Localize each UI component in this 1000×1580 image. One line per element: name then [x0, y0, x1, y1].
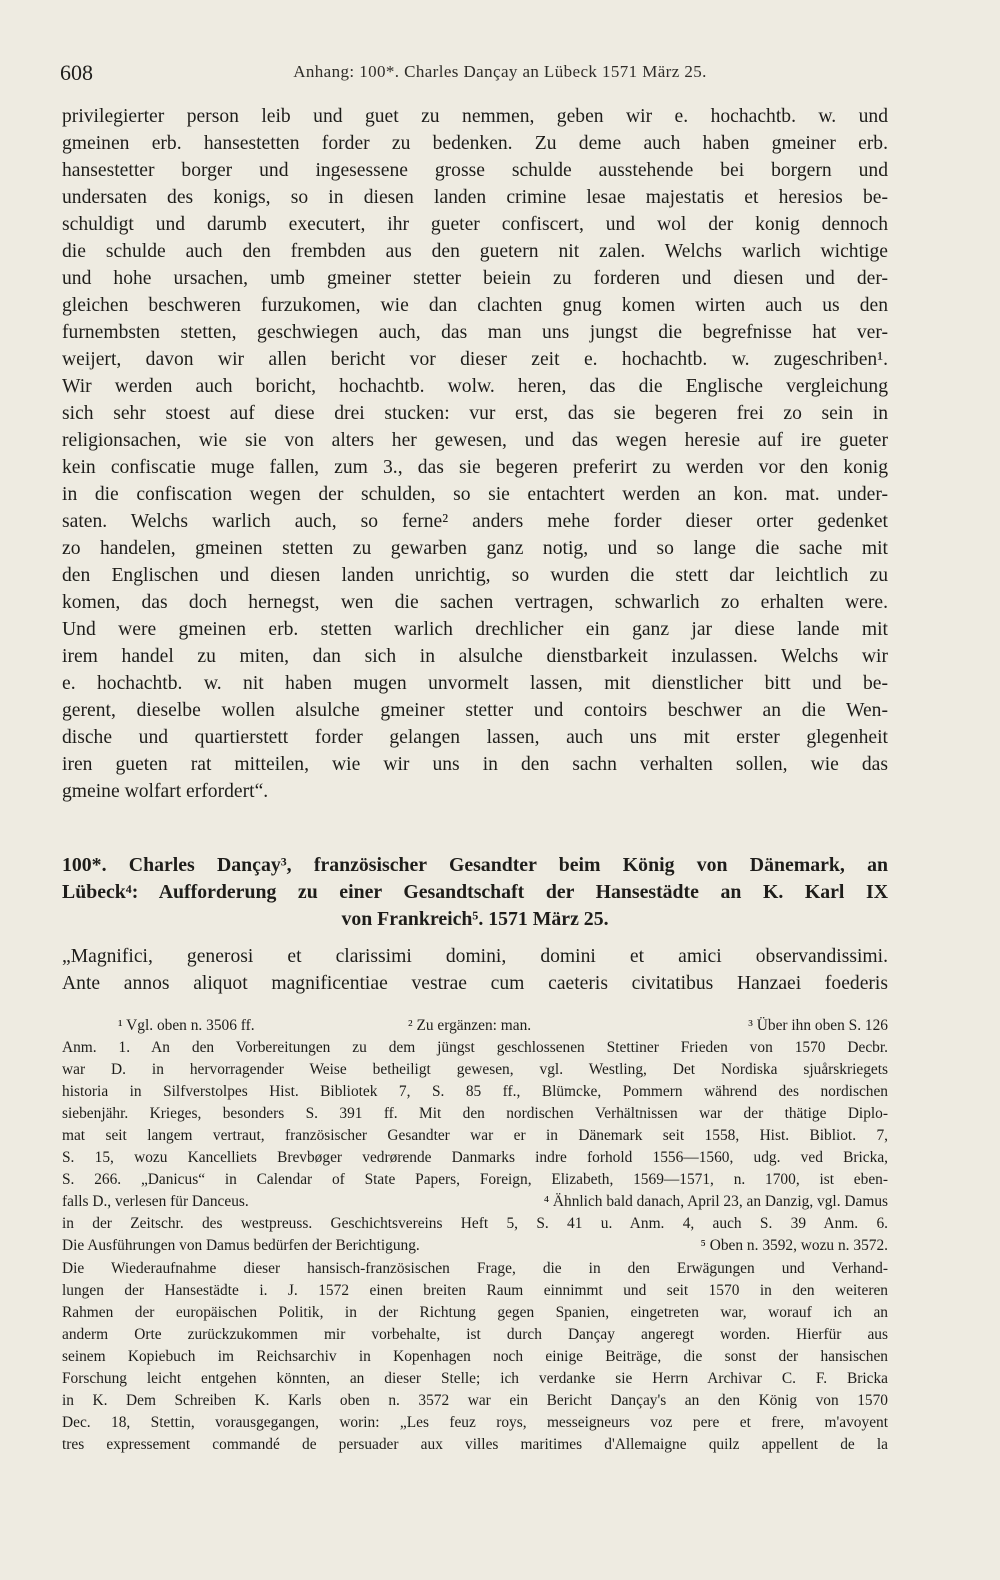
footnote-line: historia in Silfverstolpes Hist. Bibliotek 7, S. 85 ff., Blümcke, Pommern während des nordischen — [62, 1083, 888, 1101]
document-heading — [62, 852, 888, 933]
page-number: 608 — [60, 60, 93, 85]
footnote-5-start: ⁵ Oben n. 3592, wozu n. 3572. — [700, 1237, 888, 1255]
text-line: iren gueten rat mitteilen, wie wir uns in den sachn verhalten sollen, wie das — [62, 754, 888, 775]
text-line: „Magnifici, generosi et clarissimi domini, domini et amici observandissimi. — [62, 946, 888, 967]
text-line: weijert, davon wir allen bericht vor dieser zeit e. hochachtb. w. zugeschriben¹. — [62, 349, 888, 370]
text-line: privilegierter person leib und guet zu nemmen, geben wir e. hochachtb. w. und — [62, 106, 888, 127]
text-line: Und were gmeinen erb. stetten warlich drechlicher ein ganz jar diese lande mit — [62, 619, 888, 640]
text-line: gmeine wolfart erfordert“. — [62, 781, 269, 802]
footnote-line: Forschung leicht entgehen könnten, an dieser Stelle; ich verdanke sie Herrn Archivar C. F. Bricka — [62, 1369, 888, 1387]
footnote-3-start: ³ Über ihn oben S. 126 — [748, 1017, 888, 1034]
document-opening-text — [62, 943, 888, 997]
footnote-5-text — [62, 1258, 888, 1456]
text-line: die schulde auch den frembden aus den guetern nit zalen. Welchs warlich wichtige — [62, 241, 888, 262]
footnote-line: tres expressement commandé de persuader aux villes maritimes d'Allemaigne quilz appellent de la — [62, 1435, 888, 1453]
footnote-4-start: ⁴ Ähnlich bald danach, April 23, an Danzig, vgl. Damus — [543, 1193, 888, 1211]
text-line: Ante annos aliquot magnificentiae vestrae cum caeteris civitatibus Hanzaei foederis — [62, 973, 888, 994]
footnote-line: lungen der Hansestädte i. J. 1572 einen breiten Raum einnimmt und seit 1570 in den weiteren — [62, 1281, 888, 1299]
footnote-line: S. 15, wozu Kancelliets Brevbøger vedrørende Danmarks indre forhold 1556—1560, udg. ved Bricka, — [62, 1149, 888, 1167]
text-line: in die confiscation wegen der schulden, so sie entachtert werden an kon. mat. under- — [62, 484, 888, 505]
text-line: undersaten des konigs, so in diesen landen crimine lesae majestatis et heresios be- — [62, 187, 888, 208]
text-line: gerent, dieselbe wollen alsulche gmeiner stetter und contoirs beschwer an die Wen- — [62, 700, 888, 721]
text-line: irem handel zu miten, dan sich in alsulche dienstbarkeit inzulassen. Welchs wir — [62, 646, 888, 667]
text-line: den Englischen und diesen landen unrichtig, so wurden die stett dar leichtlich zu — [62, 565, 888, 586]
text-line: zo handelen, gmeinen stetten zu gewarben ganz notig, und so lange die sache mit — [62, 538, 888, 559]
footnote-4-line: in der Zeitschr. des westpreuss. Geschichtsvereins Heft 5, S. 41 u. Anm. 4, auch S. 39 Anm. 6. — [62, 1215, 888, 1233]
footnote-line: mat seit langem vertraut, französischer Gesandter war er in Dänemark seit 1558, Hist. Bibliot. 7, — [62, 1127, 888, 1145]
text-line: gmeinen erb. hansestetten forder zu bedenken. Zu deme auch haben gmeiner erb. — [62, 133, 888, 154]
text-line: e. hochachtb. w. nit haben mugen unvormelt lassen, mit dienstlicher bitt und be- — [62, 673, 888, 694]
text-line: dische und quartierstett forder gelangen lassen, auch uns mit erster glegenheit — [62, 727, 888, 748]
heading-line: 100*. Charles Dançay³, französischer Gesandter beim König von Dänemark, an — [62, 854, 888, 876]
text-line: kein confiscatie muge fallen, zum 3., das sie begeren preferirt zu werden vor den konig — [62, 457, 888, 478]
heading-line: Lübeck⁴: Aufforderung zu einer Gesandtschaft der Hansestädte an K. Karl IX — [62, 881, 888, 903]
footnote-line: Rahmen der europäischen Politik, in der Richtung gegen Spanien, eingetreten war, worauf ich an — [62, 1303, 888, 1321]
footnote-line: anderm Orte zurückzukommen mir vorbehalte, ist durch Dançay angeregt worden. Hierfür aus — [62, 1325, 888, 1343]
running-title: Anhang: 100*. Charles Dançay an Lübeck 1571 März 25. — [293, 62, 707, 81]
footnote-row-4 — [62, 1191, 888, 1213]
text-line: gleichen beschweren furzukomen, wie dan clachten gnug komen wirten auch us den — [62, 295, 888, 316]
footnote-line: siebenjähr. Krieges, besonders S. 391 ff. Mit den nordischen Verhältnissen war der thätige Diplo- — [62, 1105, 888, 1123]
footnotes — [62, 1015, 888, 1456]
letter-continuation-text — [62, 103, 888, 805]
footnote-line: Anm. 1. An den Vorbereitungen zu dem jüngst geschlossenen Stettiner Frieden von 1570 Decbr. — [62, 1039, 888, 1057]
footnote-line: in K. Dem Schreiben K. Karls oben n. 3572 war ein Bericht Dançay's an den König von 1570 — [62, 1391, 888, 1409]
footnote-line: Dec. 18, Stettin, vorausgegangen, worin: „Les feuz roys, messeigneurs voz pere et frere, m'avoyent — [62, 1413, 888, 1431]
footnote-line: war D. in hervorragender Weise betheiligt gewesen, vgl. Westling, Det Nordiska sjuårskriegets — [62, 1061, 888, 1079]
text-line: saten. Welchs warlich auch, so ferne² anders mehe forder dieser orter gedenket — [62, 511, 888, 532]
footnote-3-text — [62, 1037, 888, 1191]
footnote-line: seinem Kopiebuch im Reichsarchiv in Kopenhagen noch einige Beiträge, die sonst der hansischen — [62, 1347, 888, 1365]
text-line: religionsachen, wie sie von alters her gewesen, und das wegen heresie auf ire gueter — [62, 430, 888, 451]
footnote-row-1 — [62, 1015, 888, 1037]
text-line: furnembsten stetten, geschwiegen auch, das man uns jungst die begrefnisse hat ver- — [62, 322, 888, 343]
footnote-4-end: Die Ausführungen von Damus bedürfen der Berichtigung. — [62, 1237, 420, 1255]
running-header — [60, 60, 940, 90]
heading-line: von Frankreich⁵. 1571 März 25. — [341, 908, 609, 930]
footnote-row-5 — [62, 1235, 888, 1257]
footnote-1: ¹ Vgl. oben n. 3506 ff. — [118, 1017, 255, 1034]
text-line: sich sehr stoest auf diese drei stucken: vur erst, das sie begeren frei zo sein in — [62, 403, 888, 424]
footnote-line: S. 266. „Danicus“ in Calendar of State Papers, Foreign, Elizabeth, 1569—1571, n. 1700, ist eben- — [62, 1171, 888, 1189]
text-line: hansestetter borger und ingesessene grosse schulde ausstehende bei borgern und — [62, 160, 888, 181]
text-line: Wir werden auch boricht, hochachtb. wolw. heren, das die Englische vergleichung — [62, 376, 888, 397]
text-line: und hohe ursachen, umb gmeiner stetter beiein zu forderen und diesen und der- — [62, 268, 888, 289]
footnote-2: ² Zu ergänzen: man. — [408, 1017, 532, 1034]
footnote-3-end: falls D., verlesen für Danceus. — [62, 1193, 249, 1211]
footnote-line: Die Wiederaufnahme dieser hansisch-französischen Frage, die in den Erwägungen und Verhand- — [62, 1259, 888, 1277]
text-line: komen, das doch hernegst, wen die sachen vertragen, schwarlich zo erhalten were. — [62, 592, 888, 613]
text-line: schuldigt und darumb executert, ihr gueter confiscert, und wol der konig dennoch — [62, 214, 888, 235]
